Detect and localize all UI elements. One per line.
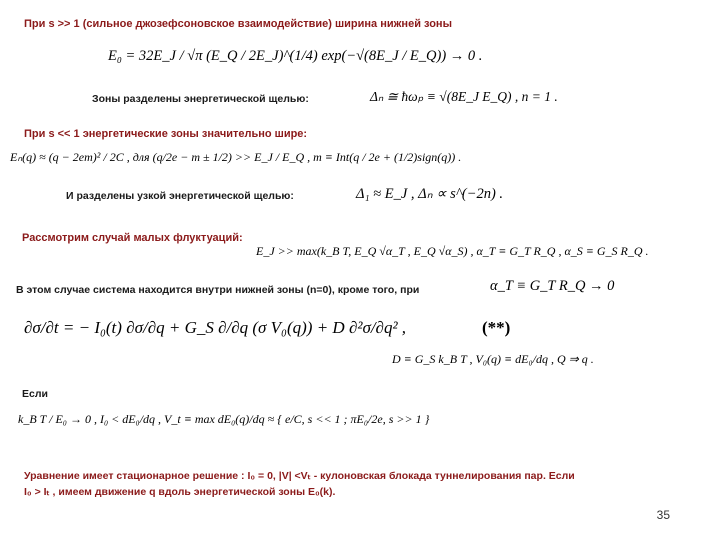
- formula-en: Eₙ(q) ≈ (q − 2em)² / 2C , для (q/2e − m ± 1/2) >> E_J / E_Q , m ≡ Int(q / 2e + (1/2)sign(q)) .: [10, 150, 462, 164]
- heading-strong-coupling: При s >> 1 (сильное джозефсоновское взаимодействие) ширина нижней зоны: [24, 18, 452, 30]
- formula-small-fluctuations: E_J >> max(k_B T, E_Q √α_T , E_Q √α_S) , α_T ≡ G_T R_Q , α_S ≡ G_S R_Q .: [256, 244, 649, 258]
- formula-label: (**): [482, 318, 511, 337]
- note-if: Если: [22, 388, 48, 400]
- formula-gap: Δₙ ≅ ħωₚ ≡ √(8E_J E_Q) , n = 1 .: [370, 89, 558, 104]
- heading-weak-coupling: При s << 1 энергетические зоны значительно шире:: [24, 128, 308, 140]
- formula-definitions: D ≡ G_S k_B T , V₀(q) ≡ dE₀/dq , Q ⇒ q .: [392, 352, 594, 366]
- heading-small-fluctuations: Рассмотрим случай малых флуктуаций:: [22, 232, 243, 244]
- bottom-line-1: Уравнение имеет стационарное решение : I₀ = 0, |V| <Vₜ - кулоновская блокада туннелирования пар. Если: [24, 470, 575, 482]
- formula-alpha: α_T ≡ G_T R_Q → 0: [490, 278, 615, 294]
- note-lower-zone: В этом случае система находится внутри нижней зоны (n=0), кроме того, при: [16, 284, 420, 296]
- note-zones-gap: Зоны разделены энергетической щелью:: [92, 93, 309, 105]
- bottom-line-2: I₀ > Iₜ , имеем движение q вдоль энергетической зоны E₀(k).: [24, 486, 336, 498]
- formula-narrow-gap: Δ₁ ≈ E_J , Δₙ ∝ s^(−2n) .: [356, 186, 504, 202]
- page-number: 35: [656, 508, 670, 522]
- formula-if-conditions: k_B T / E₀ → 0 , I₀ < dE₀/dq , V_t ≡ max dE₀(q)/dq ≈ { e/C, s << 1 ; πE₀/2e, s >> 1 }: [18, 412, 430, 426]
- formula-e0: E₀ = 32E_J / √π (E_Q / 2E_J)^(1/4) exp(−√(8E_J / E_Q)) → 0 .: [108, 48, 483, 64]
- bottom-conclusion: [24, 468, 684, 500]
- note-narrow-gap: И разделены узкой энергетической щелью:: [66, 190, 294, 202]
- formula-main-equation: ∂σ/∂t = − I₀(t) ∂σ/∂q + G_S ∂/∂q (σ V₀(q)) + D ∂²σ/∂q² ,: [24, 318, 407, 337]
